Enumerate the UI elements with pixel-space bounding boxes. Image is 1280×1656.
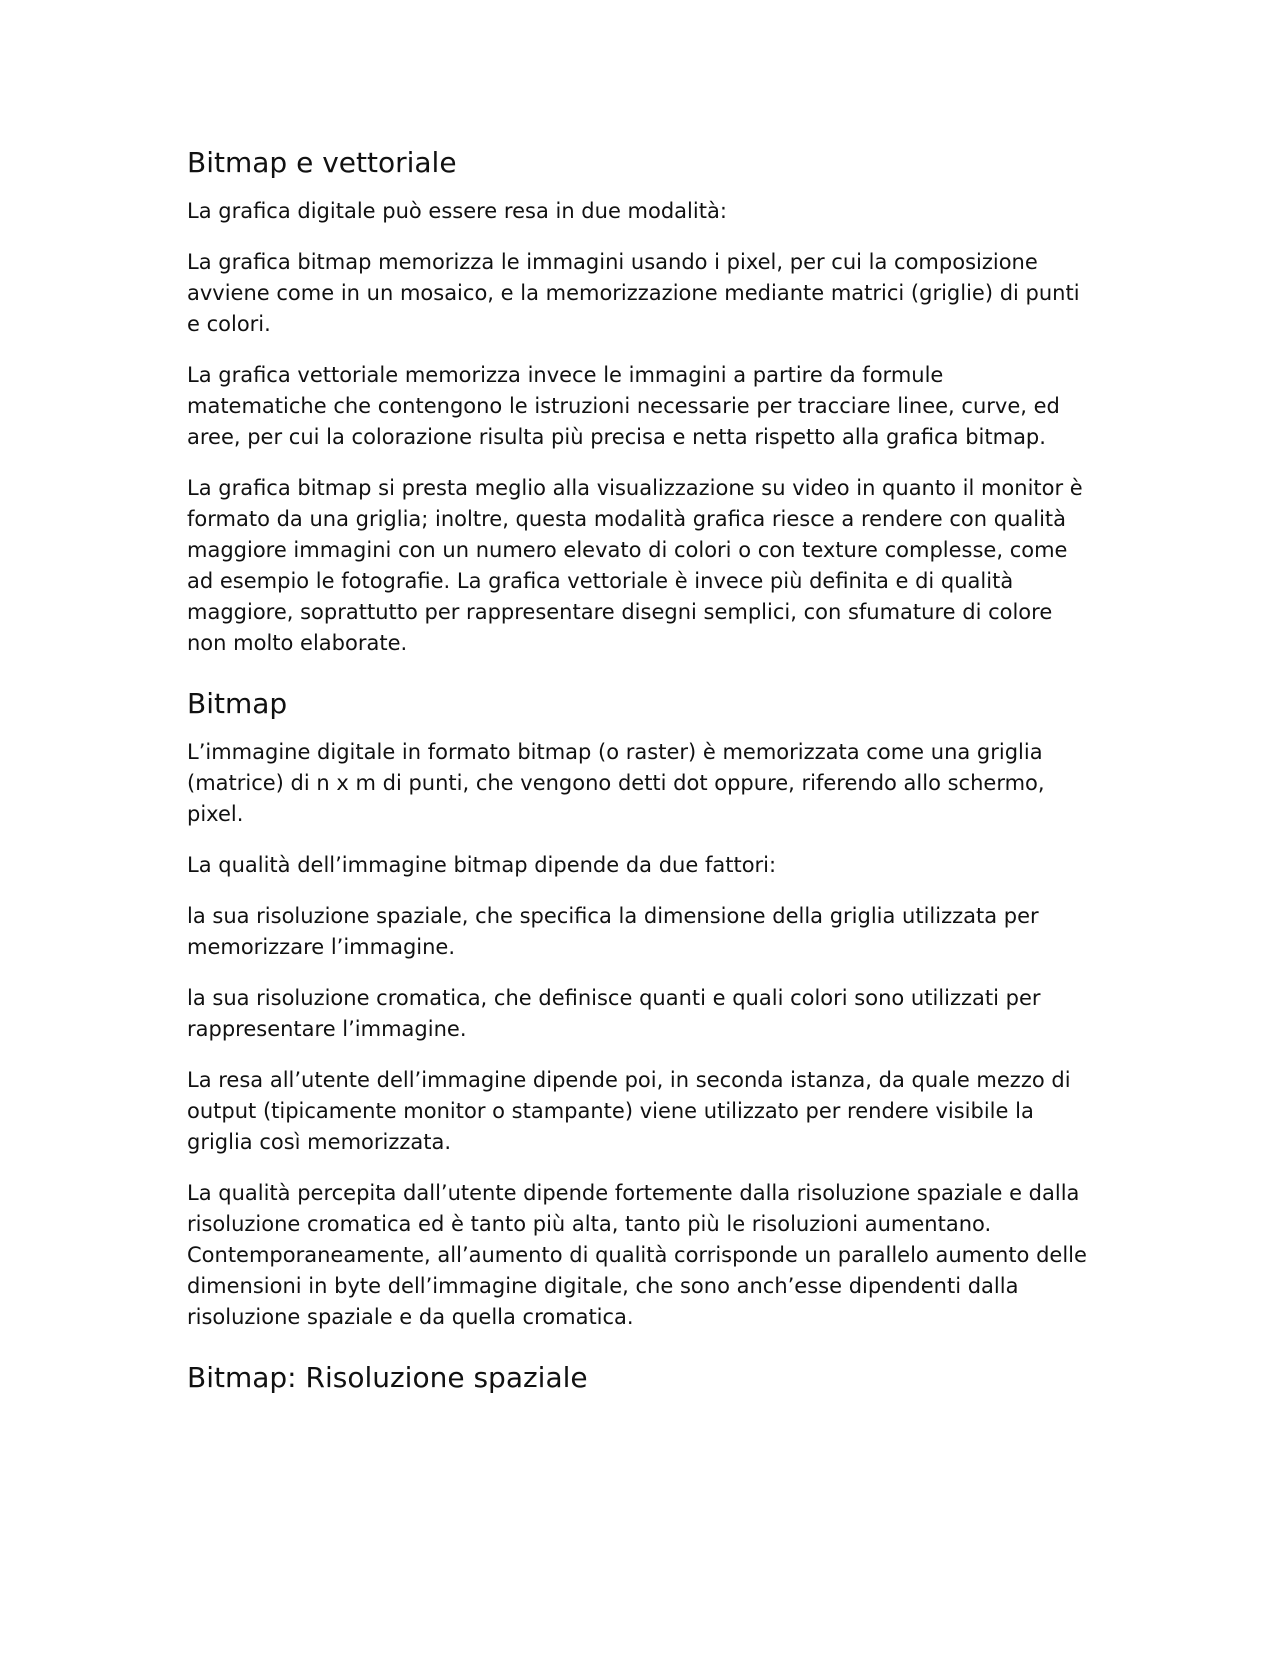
paragraph: L’immagine digitale in formato bitmap (o raster) è memorizzata come una griglia (matrice) di n x m di punti, che vengono detti dot oppure, riferendo allo schermo, pixel.: [187, 740, 1045, 826]
paragraph: La qualità dell’immagine bitmap dipende da due fattori:: [187, 853, 777, 877]
document-body: [187, 146, 1087, 1411]
paragraph: la sua risoluzione cromatica, che definisce quanti e quali colori sono utilizzati per rappresentare l’immagine.: [187, 986, 1041, 1041]
paragraph: la sua risoluzione spaziale, che specifica la dimensione della griglia utilizzata per memorizzare l’immagine.: [187, 904, 1039, 959]
paragraph: La qualità percepita dall’utente dipende fortemente dalla risoluzione spaziale e dalla risoluzione cromatica ed è tanto più alta, tanto più le risoluzioni aumentano. Contemporaneamente, all’aumento di qualità corrisponde un parallelo aumento delle dimensioni in byte dell’immagine digitale, che sono anch’esse dipendenti dalla risoluzione spaziale e da quella cromatica.: [187, 1181, 1087, 1329]
section-heading-bitmap-e-vettoriale: Bitmap e vettoriale: [187, 146, 457, 179]
section-heading-risoluzione-spaziale: Bitmap: Risoluzione spaziale: [187, 1361, 588, 1394]
paragraph: La grafica bitmap memorizza le immagini usando i pixel, per cui la composizione avviene come in un mosaico, e la memorizzazione mediante matrici (griglie) di punti e colori.: [187, 250, 1080, 336]
section-heading-bitmap: Bitmap: [187, 687, 288, 720]
paragraph: La grafica digitale può essere resa in due modalità:: [187, 199, 727, 223]
paragraph: La resa all’utente dell’immagine dipende poi, in seconda istanza, da quale mezzo di output (tipicamente monitor o stampante) viene utilizzato per rendere visibile la griglia così memorizzata.: [187, 1068, 1071, 1154]
paragraph: La grafica vettoriale memorizza invece le immagini a partire da formule matematiche che contengono le istruzioni necessarie per tracciare linee, curve, ed aree, per cui la colorazione risulta più precisa e netta rispetto alla grafica bitmap.: [187, 363, 1060, 449]
paragraph: La grafica bitmap si presta meglio alla visualizzazione su video in quanto il monitor è formato da una griglia; inoltre, questa modalità grafica riesce a rendere con qualità maggiore immagini con un numero elevato di colori o con texture complesse, come ad esempio le fotografie. La grafica vettoriale è invece più definita e di qualità maggiore, soprattutto per rappresentare disegni semplici, con sfumature di colore non molto elaborate.: [187, 476, 1083, 655]
